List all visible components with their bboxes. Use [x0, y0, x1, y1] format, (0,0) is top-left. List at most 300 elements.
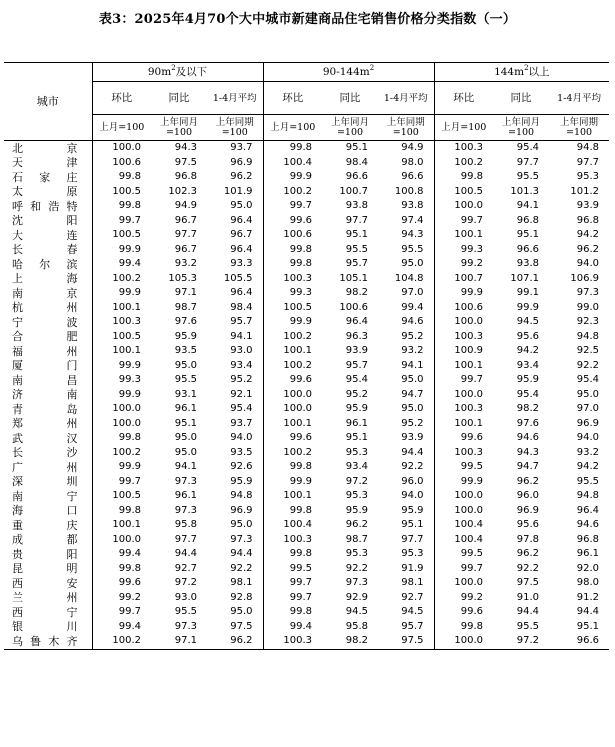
index-value: 100.5 [92, 185, 151, 200]
index-value: 93.2 [401, 345, 424, 357]
index-value: 94.0 [576, 432, 600, 444]
table-row [4, 605, 609, 620]
index-value: 99.6 [434, 431, 493, 446]
index-value: 100.6 [434, 301, 493, 316]
table-row [4, 359, 609, 374]
index-value: 95.5 [345, 243, 369, 255]
index-value: 95.9 [345, 403, 369, 415]
sub-header-cell: 1-4月平均 [207, 82, 263, 115]
index-value: 95.6 [516, 330, 540, 342]
table-header [4, 63, 609, 141]
index-value: 95.0 [174, 359, 197, 371]
index-value: 97.0 [401, 287, 424, 299]
table-row [4, 315, 609, 330]
index-value: 95.9 [230, 475, 253, 487]
index-value: 100.3 [434, 330, 493, 345]
city-name: 郑州 [12, 417, 78, 431]
index-value: 100.5 [92, 489, 151, 504]
index-value: 94.0 [401, 490, 424, 502]
index-value: 105.3 [168, 272, 197, 284]
index-value: 100.0 [434, 634, 493, 649]
index-value: 98.4 [345, 156, 369, 168]
index-value: 91.2 [576, 591, 600, 603]
index-value: 97.5 [230, 620, 253, 632]
index-value: 94.4 [401, 446, 424, 458]
index-value: 93.9 [401, 432, 424, 444]
city-name: 宁波 [12, 315, 78, 329]
index-value: 100.1 [92, 344, 151, 359]
index-value: 94.5 [345, 606, 369, 618]
index-value: 97.5 [516, 577, 540, 589]
table-row [4, 388, 609, 403]
index-value: 96.4 [345, 316, 369, 328]
index-value: 98.7 [345, 533, 369, 545]
index-value: 93.4 [516, 359, 540, 371]
index-value: 99.9 [92, 388, 151, 403]
index-value: 95.1 [345, 142, 369, 154]
city-name: 济南 [12, 388, 78, 402]
index-value: 95.1 [576, 620, 600, 632]
table-row [4, 141, 609, 156]
sub-header-cell: 1-4月平均 [378, 82, 434, 115]
index-value: 97.3 [174, 504, 197, 516]
index-value: 95.9 [345, 504, 369, 516]
city-name: 南宁 [12, 489, 78, 503]
index-value: 95.3 [345, 548, 369, 560]
index-value: 99.4 [92, 547, 151, 562]
index-value: 100.1 [434, 359, 493, 374]
index-value: 95.0 [401, 403, 424, 415]
city-name: 重庆 [12, 518, 78, 532]
index-value: 96.0 [401, 475, 424, 487]
index-value: 94.9 [401, 142, 424, 154]
index-value: 96.1 [345, 417, 369, 429]
index-value: 92.9 [345, 591, 369, 603]
index-value: 98.1 [230, 577, 253, 589]
unit-header-cell: 上月=100 [92, 115, 151, 141]
table-row [4, 257, 609, 272]
index-value: 97.3 [345, 577, 369, 589]
index-value: 98.0 [576, 577, 600, 589]
index-value: 97.3 [174, 620, 197, 632]
index-value: 93.8 [401, 200, 424, 212]
index-value: 96.9 [230, 504, 253, 516]
index-value: 105.5 [223, 272, 253, 284]
city-name: 西安 [12, 576, 78, 590]
index-value: 99.7 [263, 576, 322, 591]
index-value: 92.7 [401, 591, 424, 603]
table-row [4, 301, 609, 316]
index-value: 96.1 [174, 403, 197, 415]
index-value: 96.8 [516, 214, 540, 226]
index-value: 100.1 [92, 301, 151, 316]
index-value: 95.0 [401, 258, 424, 270]
index-value: 92.7 [174, 562, 197, 574]
index-value: 101.3 [510, 185, 540, 197]
index-value: 94.9 [174, 200, 197, 212]
index-value: 94.8 [576, 142, 600, 154]
city-name: 石家庄 [12, 170, 78, 184]
index-value: 100.5 [434, 185, 493, 200]
index-value: 94.8 [230, 490, 253, 502]
index-value: 92.2 [576, 359, 600, 371]
city-name: 福州 [12, 344, 78, 358]
index-value: 100.4 [434, 518, 493, 533]
index-value: 95.2 [345, 388, 369, 400]
table-row [4, 344, 609, 359]
index-value: 98.7 [174, 301, 197, 313]
index-value: 93.2 [576, 446, 600, 458]
index-value: 92.3 [576, 316, 600, 328]
city-name: 广州 [12, 460, 78, 474]
table-row [4, 504, 609, 519]
index-value: 100.3 [263, 533, 322, 548]
index-value: 94.4 [576, 606, 600, 618]
index-value: 99.9 [516, 301, 540, 313]
city-name: 青岛 [12, 402, 78, 416]
city-name: 大连 [12, 228, 78, 242]
index-value: 98.2 [516, 403, 540, 415]
index-value: 98.0 [401, 156, 424, 168]
table-row [4, 170, 609, 185]
index-value: 100.1 [434, 228, 493, 243]
index-value: 99.0 [576, 301, 600, 313]
index-value: 99.8 [92, 562, 151, 577]
city-name: 乌鲁木齐 [4, 634, 92, 649]
index-value: 94.6 [576, 519, 600, 531]
city-name: 沈阳 [12, 214, 78, 228]
index-value: 94.2 [576, 461, 600, 473]
index-value: 96.4 [230, 243, 253, 255]
index-value: 100.4 [263, 156, 322, 171]
index-value: 99.8 [434, 620, 493, 635]
index-value: 100.0 [434, 388, 493, 403]
index-value: 100.7 [434, 272, 493, 287]
index-value: 93.4 [345, 461, 369, 473]
index-value: 93.7 [230, 417, 253, 429]
unit-header-cell: 上月=100 [434, 115, 493, 141]
index-value: 100.9 [434, 344, 493, 359]
index-value: 99.9 [263, 315, 322, 330]
index-value: 99.6 [263, 214, 322, 229]
sub-header-cell: 同比 [151, 82, 207, 115]
index-value: 97.7 [174, 533, 197, 545]
index-value: 99.8 [263, 257, 322, 272]
index-value: 100.1 [263, 417, 322, 432]
index-value: 94.3 [401, 229, 424, 241]
index-value: 96.4 [230, 287, 253, 299]
index-value: 100.5 [92, 228, 151, 243]
index-value: 96.2 [516, 475, 540, 487]
index-value: 100.1 [434, 417, 493, 432]
sub-header-cell: 环比 [92, 82, 151, 115]
city-column-header: 城市 [4, 63, 92, 141]
table-row [4, 460, 609, 475]
index-value: 93.0 [230, 345, 253, 357]
index-value: 94.6 [401, 316, 424, 328]
index-value: 94.5 [516, 316, 540, 328]
index-value: 99.2 [434, 257, 493, 272]
index-value: 99.5 [434, 547, 493, 562]
unit-header-cell: 上年同月=100 [322, 115, 378, 141]
index-value: 99.7 [92, 605, 151, 620]
index-value: 100.1 [263, 489, 322, 504]
unit-header-cell: 上月=100 [263, 115, 322, 141]
index-value: 99.7 [263, 199, 322, 214]
index-value: 96.6 [345, 171, 369, 183]
index-value: 93.1 [174, 388, 197, 400]
index-value: 100.6 [92, 156, 151, 171]
sub-header-cell: 环比 [263, 82, 322, 115]
index-value: 99.6 [263, 373, 322, 388]
index-value: 97.3 [576, 287, 600, 299]
index-value: 91.0 [516, 591, 540, 603]
index-value: 98.4 [230, 301, 253, 313]
index-value: 95.5 [174, 606, 197, 618]
index-value: 95.2 [401, 330, 424, 342]
index-value: 95.1 [516, 229, 540, 241]
index-value: 95.0 [230, 519, 253, 531]
index-value: 101.9 [223, 185, 253, 197]
index-value: 97.1 [174, 287, 197, 299]
city-name: 长沙 [12, 446, 78, 460]
index-value: 94.1 [516, 200, 540, 212]
index-value: 102.3 [168, 185, 197, 197]
index-value: 97.2 [493, 634, 549, 649]
unit-header-row [4, 115, 609, 141]
table-row [4, 417, 609, 432]
index-value: 96.4 [230, 214, 253, 226]
index-value: 96.7 [174, 243, 197, 255]
unit-header-cell: 上年同期=100 [207, 115, 263, 141]
table-row [4, 518, 609, 533]
table-row [4, 286, 609, 301]
index-value: 95.4 [345, 374, 369, 386]
index-value: 100.0 [434, 315, 493, 330]
index-value: 99.6 [434, 605, 493, 620]
index-value: 94.4 [174, 548, 197, 560]
index-value: 95.3 [345, 490, 369, 502]
index-value: 95.8 [345, 620, 369, 632]
index-value: 94.4 [230, 548, 253, 560]
index-value: 97.7 [174, 229, 197, 241]
city-name: 兰州 [12, 591, 78, 605]
index-value: 100.2 [263, 185, 322, 200]
index-value: 96.9 [230, 156, 253, 168]
index-value: 95.9 [174, 330, 197, 342]
index-value: 97.7 [576, 156, 600, 168]
city-name: 厦门 [12, 359, 78, 373]
index-value: 99.4 [263, 620, 322, 635]
index-value: 95.5 [576, 475, 600, 487]
index-value: 96.4 [576, 504, 600, 516]
index-value: 99.6 [263, 431, 322, 446]
index-value: 97.5 [174, 156, 197, 168]
index-value: 99.9 [92, 460, 151, 475]
index-value: 100.0 [434, 576, 493, 591]
table-row [4, 199, 609, 214]
index-value: 92.6 [230, 461, 253, 473]
sub-header-cell: 环比 [434, 82, 493, 115]
table-row [4, 185, 609, 200]
index-value: 99.3 [92, 373, 151, 388]
index-value: 95.5 [516, 171, 540, 183]
index-value: 100.0 [92, 402, 151, 417]
unit-header-cell: 上年同期=100 [378, 115, 434, 141]
index-value: 95.3 [576, 171, 600, 183]
index-value: 94.6 [516, 432, 540, 444]
index-value: 99.9 [92, 243, 151, 258]
table-row [4, 634, 609, 649]
group-header-large: $144m^2$以上 [434, 63, 609, 82]
index-value: 93.2 [174, 258, 197, 270]
city-name: 天津 [12, 156, 78, 170]
index-value: 99.8 [92, 504, 151, 519]
table-body [4, 141, 609, 650]
index-value: 100.2 [92, 272, 151, 287]
index-value: 93.8 [345, 200, 369, 212]
index-value: 95.8 [174, 519, 197, 531]
index-value: 95.3 [401, 548, 424, 560]
index-value: 99.8 [263, 460, 322, 475]
index-value: 99.7 [263, 591, 322, 606]
index-value: 100.2 [263, 359, 322, 374]
city-name: 北京 [12, 141, 78, 155]
index-value: 98.2 [322, 634, 378, 649]
table-row [4, 373, 609, 388]
index-value: 100.2 [263, 330, 322, 345]
index-value: 93.7 [230, 142, 253, 154]
index-value: 100.2 [434, 156, 493, 171]
index-value: 96.2 [576, 243, 600, 255]
index-value: 100.0 [263, 402, 322, 417]
index-value: 95.0 [174, 432, 197, 444]
index-value: 93.4 [230, 359, 253, 371]
index-value: 100.0 [92, 417, 151, 432]
group-header-medium: $90-144m^2$ [263, 63, 434, 82]
index-value: 100.7 [339, 185, 369, 197]
index-value: 92.2 [516, 562, 540, 574]
unit-header-cell: 上年同月=100 [493, 115, 549, 141]
index-value: 99.7 [434, 373, 493, 388]
index-value: 95.5 [516, 620, 540, 632]
table-row [4, 475, 609, 490]
index-value: 93.8 [516, 258, 540, 270]
index-value: 96.6 [401, 171, 424, 183]
index-value: 92.0 [576, 562, 600, 574]
index-value: 94.1 [401, 359, 424, 371]
index-value: 92.2 [345, 562, 369, 574]
index-value: 99.9 [92, 286, 151, 301]
index-value: 97.7 [401, 533, 424, 545]
index-value: 95.1 [174, 417, 197, 429]
table-row [4, 402, 609, 417]
index-value: 96.6 [549, 634, 609, 649]
index-value: 95.9 [401, 504, 424, 516]
index-value: 95.1 [345, 432, 369, 444]
city-name: 银川 [12, 620, 78, 634]
sub-header-row [4, 82, 609, 115]
index-value: 92.2 [230, 562, 253, 574]
index-value: 99.6 [92, 576, 151, 591]
index-value: 100.1 [263, 344, 322, 359]
index-value: 93.5 [230, 446, 253, 458]
index-value: 97.7 [345, 214, 369, 226]
price-index-table [4, 62, 609, 650]
table-row [4, 272, 609, 287]
index-value: 100.0 [263, 388, 322, 403]
index-value: 92.8 [230, 591, 253, 603]
index-value: 97.2 [345, 475, 369, 487]
index-value: 95.2 [401, 417, 424, 429]
index-value: 95.4 [230, 403, 253, 415]
index-value: 95.0 [230, 606, 253, 618]
index-value: 97.5 [378, 634, 434, 649]
index-value: 95.4 [576, 374, 600, 386]
index-value: 92.1 [230, 388, 253, 400]
index-value: 99.4 [401, 301, 424, 313]
table-row [4, 156, 609, 171]
index-value: 96.1 [576, 548, 600, 560]
index-value: 99.8 [263, 141, 322, 156]
index-value: 105.1 [339, 272, 369, 284]
index-value: 95.7 [345, 359, 369, 371]
index-value: 99.3 [263, 286, 322, 301]
table-row [4, 489, 609, 504]
index-value: 99.8 [92, 170, 151, 185]
index-value: 94.4 [516, 606, 540, 618]
index-value: 97.2 [174, 577, 197, 589]
index-value: 94.8 [576, 490, 600, 502]
index-value: 95.2 [230, 374, 253, 386]
index-value: 100.3 [434, 141, 493, 156]
index-value: 94.7 [516, 461, 540, 473]
index-value: 95.4 [516, 142, 540, 154]
index-value: 99.8 [92, 199, 151, 214]
index-value: 94.5 [401, 606, 424, 618]
city-name: 合肥 [12, 330, 78, 344]
index-value: 101.2 [570, 185, 600, 197]
index-value: 94.1 [230, 330, 253, 342]
index-value: 92.2 [401, 461, 424, 473]
index-value: 95.5 [401, 243, 424, 255]
table-row [4, 547, 609, 562]
index-value: 96.1 [174, 490, 197, 502]
index-value: 99.8 [263, 605, 322, 620]
index-value: 100.6 [263, 228, 322, 243]
table-title: 表3：2025年4月70个大中城市新建商品住宅销售价格分类指数（一） [98, 12, 517, 27]
index-value: 94.2 [576, 229, 600, 241]
index-value: 95.1 [401, 519, 424, 531]
index-value: 93.9 [345, 345, 369, 357]
index-value: 97.7 [516, 156, 540, 168]
index-value: 100.2 [92, 446, 151, 461]
index-value: 100.0 [92, 141, 151, 156]
index-value: 99.7 [92, 214, 151, 229]
index-value: 100.2 [263, 446, 322, 461]
index-value: 96.9 [516, 504, 540, 516]
index-value: 100.1 [92, 518, 151, 533]
index-value: 96.7 [174, 214, 197, 226]
index-value: 96.2 [345, 519, 369, 531]
index-value: 95.9 [516, 374, 540, 386]
index-value: 100.4 [263, 518, 322, 533]
index-value: 92.5 [576, 345, 600, 357]
table-row [4, 533, 609, 548]
index-value: 97.1 [151, 634, 207, 649]
index-value: 96.3 [345, 330, 369, 342]
index-value: 106.9 [570, 272, 600, 284]
